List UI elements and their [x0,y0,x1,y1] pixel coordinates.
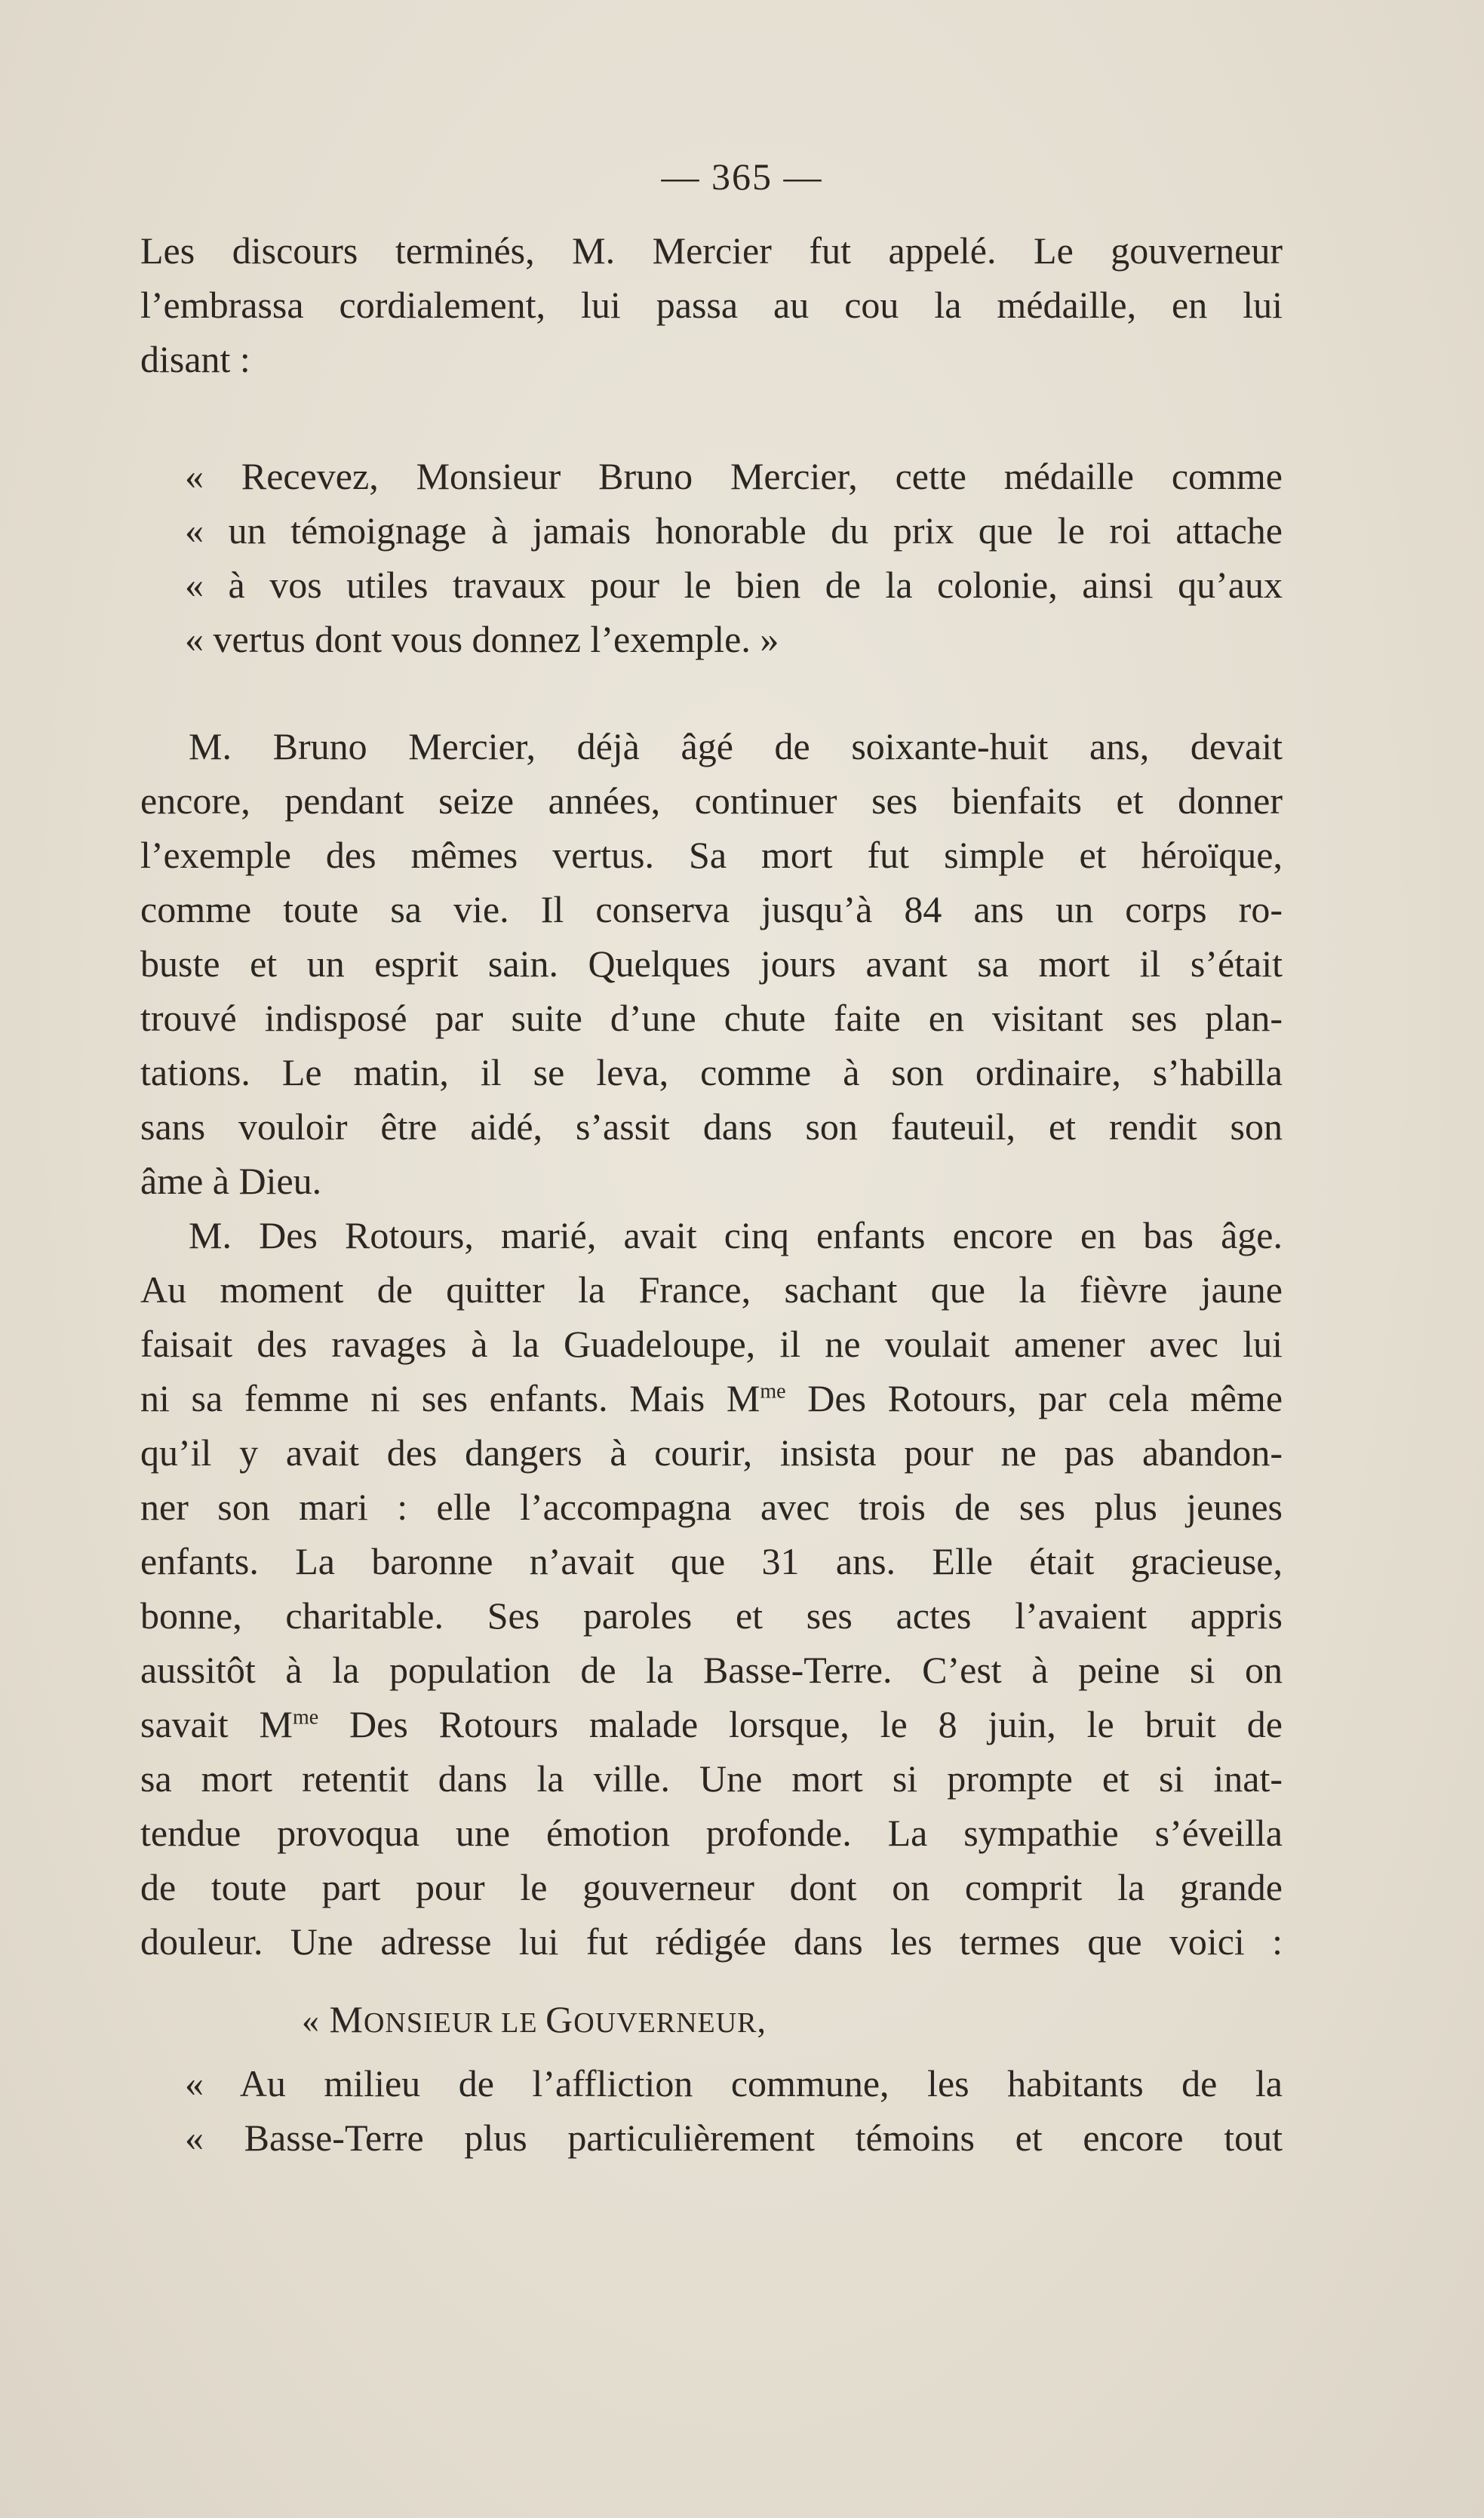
text-segment: Des Rotours, par cela même [785,1377,1283,1419]
superscript: me [292,1705,319,1729]
quote-line: « un témoignage à jamais honorable du prix que le roi attache [185,509,1283,552]
text-segment: Des Rotours malade lorsque, le 8 juin, le bruit de [318,1703,1283,1745]
text-segment: , [757,2001,767,2040]
text-line: aussitôt à la population de la Basse-Terre. C’est à peine si on [140,1649,1283,1691]
small-caps-text: ONSIEUR [363,2007,493,2039]
small-caps-text: OUVERNEUR [573,2007,757,2039]
small-caps-initial: G [545,1998,574,2040]
text-line: comme toute sa vie. Il conserva jusqu’à 84 ans un corps ro- [140,888,1283,930]
text-line: sans vouloir être aidé, s’assit dans son fauteuil, et rendit son [140,1105,1283,1148]
text-line: sa mort retentit dans la ville. Une mort si prompte et si inat- [140,1757,1283,1800]
quote-line: « vertus dont vous donnez l’exemple. » [185,618,779,660]
text-line: Les discours terminés, M. Mercier fut appelé. Le gouverneur [140,229,1283,272]
text-line: tations. Le matin, il se leva, comme à son ordinaire, s’habilla [140,1051,1283,1093]
text-line: buste et un esprit sain. Quelques jours avant sa mort il s’était [140,942,1283,985]
text-line: ner son mari : elle l’accompagna avec trois de ses plus jeunes [140,1486,1283,1528]
text-line [140,1371,1283,1425]
small-caps-text: LE [493,2007,546,2039]
text-line: tendue provoqua une émotion profonde. La sympathie s’éveilla [140,1812,1283,1854]
text-line: encore, pendant seize années, continuer ses bienfaits et donner [140,779,1283,822]
text-line: faisait des ravages à la Guadeloupe, il ne voulait amener avec lui [140,1323,1283,1365]
text-segment: « [302,2001,330,2040]
text-segment: ni sa femme ni ses enfants. Mais M [140,1377,760,1419]
text-line: âme à Dieu. [140,1160,322,1202]
text-line: enfants. La baronne n’avait que 31 ans. Elle était gracieuse, [140,1540,1283,1582]
text-line: trouvé indisposé par suite d’une chute faite en visitant ses plan- [140,997,1283,1039]
text-line: M. Bruno Mercier, déjà âgé de soixante-huit ans, devait [189,725,1283,767]
quote-line: « Au milieu de l’affliction commune, les habitants de la [185,2062,1283,2104]
text-line: douleur. Une adresse lui fut rédigée dans les termes que voici : [140,1920,1283,1963]
small-caps-initial: M [329,1998,364,2040]
quote-line: « Basse-Terre plus particulièrement témoins et encore tout [185,2117,1283,2159]
page-number: — 365 — [661,155,823,198]
text-line: M. Des Rotours, marié, avait cinq enfants encore en bas âge. [189,1214,1283,1256]
text-line: Au moment de quitter la France, sachant que la fièvre jaune [140,1268,1283,1311]
letter-salutation [302,1992,767,2050]
text-line [140,1697,1283,1751]
quote-line: « à vos utiles travaux pour le bien de la colonie, ainsi qu’aux [185,564,1283,606]
text-line: qu’il y avait des dangers à courir, insista pour ne pas abandon- [140,1431,1283,1474]
text-line: disant : [140,338,250,380]
text-segment: savait M [140,1703,293,1745]
quote-line: « Recevez, Monsieur Bruno Mercier, cette médaille comme [185,455,1283,497]
text-line: de toute part pour le gouverneur dont on comprit la grande [140,1866,1283,1908]
text-line: bonne, charitable. Ses paroles et ses actes l’avaient appris [140,1594,1283,1637]
superscript: me [760,1379,786,1404]
text-line: l’embrassa cordialement, lui passa au cou la médaille, en lui [140,284,1283,326]
text-line: l’exemple des mêmes vertus. Sa mort fut simple et héroïque, [140,834,1283,876]
